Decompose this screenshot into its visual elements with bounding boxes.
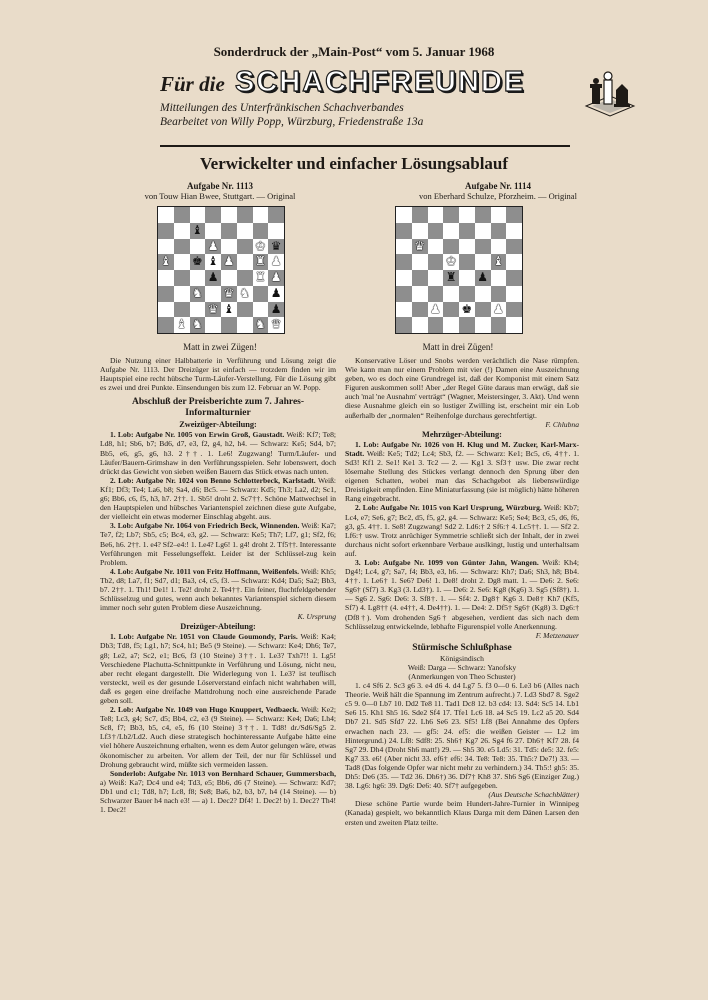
white-piece-icon: ♞ [239, 285, 250, 300]
white-piece-icon: ♞ [254, 317, 266, 332]
signature-chlubna: F. Chlubna [545, 419, 579, 429]
board-square [506, 254, 522, 270]
board-square [443, 286, 459, 302]
black-piece-icon: ♟ [270, 285, 282, 300]
board-square [205, 270, 221, 286]
board-square [205, 239, 221, 255]
black-piece-icon: ♝ [223, 301, 235, 316]
board-square [158, 239, 174, 255]
board-square [174, 254, 190, 270]
board-square [428, 286, 444, 302]
problem-1-byline: von Touw Hian Bwee, Stuttgart. — Original [144, 191, 296, 201]
entry-1-head: 1. Lob: Aufgabe Nr. 1005 von Erwin Groß, Gaustadt. [110, 430, 285, 440]
more-entry-1-head: 1. Lob: Aufgabe Nr. 1026 von H. Klug und M. Zucker, Karl-Marx-Stadt. [345, 439, 579, 458]
board-square [158, 286, 174, 302]
white-piece-icon: ♟ [270, 254, 282, 269]
problem-2-byline: von Eberhard Schulze, Pforzheim. — Original [419, 191, 577, 201]
white-piece-icon: ♟ [429, 301, 441, 316]
signature-metzenauer: F. Metzenauer [535, 630, 579, 640]
board-square [221, 317, 237, 333]
game-moves: 1. c4 Sf6 2. Sc3 g6 3. e4 d6 4. d4 Lg7 5. f3 0—0 6. Le3 b6 (Alles nach Theorie. Weiß hält die Spannung im Zentrum aufrecht.) 7. Ld3 Sbd7 8. Sge2 c5 9. 0—0 Lb7 10. Dd2 Te8 11. Tad1 Dc8 12. b3 cd4: 13. Sd4: Sc5 14. Lb1 Se6 15. Kh1 Sh5 16. Sde2 Sf4 17. Tfe1 Lc6 18. a4 Sc5 19. Lc2 a5 20. Sd4 Db7 21. Sd5 Sfd7 22. Lh6 Se6 23. Sf5! Lf8 (Bei Annahme des Opfers erwachen nach 23. — gf5: 24. ef5: die weißen Geister — L2 im Hintergrund.) 24. Lf8: Sdf8: 25. Sh6† Kg7 26. Sg4 f6 27. Dh6† Kf7 28. f4 Sg7 29. Dh4 (Droht Sh6 matt!) 29. — Sh5 30. e5 Ld5: 31. Td5: de5: 32. fe5: Kg7 33. e6! (Aber nicht 33. ef6† ef6: 34. Te8: Te8: 35. Th5:? De7!) 33. — Tad8 (Das folgende Opfer war nicht mehr zu verhindern.) 34. Th5:! gh5: 35. Dh5: De6 (35. — Td2 36. Dh6†) 36. Df7† Kh8 37. Sh6 Sg6 (Einziger Zug.) 38. Lg6: hg6: 39. Dg6: De6: 40. Sf7† aufgegeben. [345, 681, 579, 791]
board-square [396, 254, 412, 270]
entry-3-head: 3. Lob: Aufgabe Nr. 1064 von Friedrich Beck, Winnenden. [110, 521, 300, 531]
board-square [174, 286, 190, 302]
board-square [396, 223, 412, 239]
board-square [174, 317, 190, 333]
board-square [396, 207, 412, 223]
board-square [491, 207, 507, 223]
board-square [221, 302, 237, 318]
entry-2-head: 2. Lob: Aufgabe Nr. 1024 von Benno Schlotterbeck, Karlstadt. [110, 475, 316, 485]
board-square [506, 302, 522, 318]
board-square [190, 239, 206, 255]
white-piece-icon: ♝ [492, 254, 504, 269]
page-headline: Verwickelter und einfacher Lösungsablauf [199, 154, 509, 173]
board-square [459, 239, 475, 255]
white-piece-icon: ♛ [270, 317, 282, 332]
board-square [221, 207, 237, 223]
board-square [253, 223, 269, 239]
board-square [412, 239, 428, 255]
board-square [205, 254, 221, 270]
board-square [491, 239, 507, 255]
more-entry-2-body: Weiß: Kb7; Lc4, e7; Se6, g7; Bc2, d5, f5, g2, g4. — Schwarz: Ke5; Se4; Bc3, c5, d6, f6, g3, g5. 4††. 1. Se8! Zugzwang! Sd2 2. Ld6:† 2 Sf6:† 4. Lc5††. 1. — Sf2 2. Lf6:† usw. Trotz anrüchiger Symmetrie schließt sich der Inhalt, der in zwei durchaus nicht sofort erkennbare Verbaue auslkingt, lustig und unterhaltsam auf. [345, 503, 579, 558]
masthead-editor: Bearbeitet von Willy Popp, Würzburg, Friedenstraße 13a [160, 116, 424, 128]
board-square [506, 223, 522, 239]
board-square [190, 254, 206, 270]
board-square [506, 207, 522, 223]
board-square [190, 317, 206, 333]
board-square [174, 207, 190, 223]
game-opening: Königsindisch [440, 653, 484, 663]
board-square [443, 270, 459, 286]
board-square [190, 207, 206, 223]
black-piece-icon: ♝ [191, 222, 203, 237]
board-square [396, 286, 412, 302]
board-square [158, 207, 174, 223]
board-square [221, 254, 237, 270]
board-square [268, 270, 284, 286]
board-square [174, 223, 190, 239]
board-square [459, 317, 475, 333]
more-entry-2-head: 2. Lob: Aufgabe Nr. 1015 von Karl Ursprung, Würzburg. [355, 503, 542, 513]
entry-4-head: 4. Lob: Aufgabe Nr. 1011 von Fritz Hoffmann, Weißenfels. [110, 566, 300, 576]
board-square [268, 223, 284, 239]
board-square [237, 317, 253, 333]
board-square [475, 286, 491, 302]
board-square [158, 223, 174, 239]
board-square [237, 254, 253, 270]
board-square [443, 239, 459, 255]
special-entry-body: a) Weiß: Ka7; Dc4 und e4; Td3, e5; Bb6, d6 (7 Steine). — Schwarz: Kd7; Db1 und c1; Td8, h7; Lc8, f8; Se8; Ba6, b2, b3, b7, h4 (14 Steine). — b) Schwarzer Bauer h4 nach e3! — a) 1. Dec2? Df4! 1. Dec2! b) 1. Dec2? Th4! 1. Dec2! [100, 777, 336, 815]
board-square [221, 286, 237, 302]
board-square [174, 270, 190, 286]
board-square [412, 270, 428, 286]
moremover-title: Mehrzüger-Abteilung: [422, 429, 502, 439]
black-piece-icon: ♟ [477, 270, 488, 284]
problem-1-title: Aufgabe Nr. 1113 [187, 181, 253, 191]
white-piece-icon: ♟ [207, 238, 219, 253]
board-square [237, 286, 253, 302]
board-square [237, 302, 253, 318]
masthead-title: SCHACHFREUNDE [235, 66, 526, 98]
game-annotator: (Anmerkungen von Theo Schuster) [408, 672, 516, 681]
board-square [412, 302, 428, 318]
board-square [237, 270, 253, 286]
black-piece-icon: ♚ [191, 254, 203, 269]
more-entry-3-head: 3. Lob: Aufgabe Nr. 1099 von Günter Jahn, Wangen. [355, 557, 539, 567]
section-title: Abschluß der Preisberichte zum 7. Jahres-Informalturnier [131, 397, 305, 419]
board-square [253, 286, 269, 302]
board-square [428, 254, 444, 270]
board-square [491, 317, 507, 333]
board-square [475, 302, 491, 318]
board-square [475, 317, 491, 333]
board-square [253, 254, 269, 270]
board-square [205, 317, 221, 333]
board-square [158, 270, 174, 286]
white-piece-icon: ♜ [254, 254, 266, 269]
three-entry-2-head: 2. Lob: Aufgabe Nr. 1049 von Hugo Knuppert, Vedbaeck. [110, 705, 299, 715]
board-square [253, 317, 269, 333]
board-square [459, 223, 475, 239]
board-square [491, 223, 507, 239]
black-piece-icon: ♟ [270, 301, 282, 316]
white-piece-icon: ♝ [160, 254, 172, 269]
signature-ursprung: K. Ursprung [297, 612, 336, 622]
board-square [412, 286, 428, 302]
special-entry-head: Sonderlob: Aufgabe Nr. 1013 von Bernhard Schauer, Gummersbach, [110, 768, 336, 778]
board-square [506, 239, 522, 255]
white-piece-icon: ♛ [223, 285, 235, 300]
black-piece-icon: ♛ [270, 238, 282, 253]
problem-1-header [60, 181, 380, 201]
board-square [158, 317, 174, 333]
problem-2-caption: Matt in drei Zügen! [422, 342, 494, 352]
board-square [174, 239, 190, 255]
board-square [205, 302, 221, 318]
board-square [412, 254, 428, 270]
board-square [268, 317, 284, 333]
board-square [396, 302, 412, 318]
board-square [253, 270, 269, 286]
board-square [506, 317, 522, 333]
board-square [428, 317, 444, 333]
board-square [428, 207, 444, 223]
board-square [396, 317, 412, 333]
black-piece-icon: ♜ [445, 270, 457, 284]
white-piece-icon: ♞ [191, 317, 203, 332]
board-square [491, 286, 507, 302]
board-square [190, 286, 206, 302]
white-piece-icon: ♟ [492, 301, 504, 316]
board-square [268, 254, 284, 270]
board-square [190, 223, 206, 239]
right-intro: Konservative Löser und Snobs werden verächtlich die Nase rümpfen. Wie kann man nur einem Problem mit vier (!) Damen eine Auszeichnung geben, wo es doch eine Grundregel ist, daß der Komponist mit einem Satz Figuren auskommen soll! Aber „der Regel Güte daraus man erwägt, daß sie auch 'mal 'ne Ausnahm' verträgt“ (Wagner, Meistersinger, 3. Akt). Und wenn diese Ausnahme gleich ein so lustiger Zwilling ist, erscheint mir ein Lob außerhalb der „normalen“ Reihenfolge durchaus gerechtfertigt. [345, 356, 579, 420]
board-square [268, 239, 284, 255]
more-entry-1-body: Weiß: Ke5; Td2; Lc4; Sb3, f2. — Schwarz: Ke1; Bc5, c6, 4††. 1. Sd3! Kf1 2. Se1! Ke1 3. Tc2 — 2. — Kg1 3. Sf3† usw. Die zwar recht lösernahe Stellung des Stückes verlangt dennoch den Sprung über den eigenen Schatten, wobei man das Schachgebot als liebenswürdige Dreistigkeit empfinden. Eine Miniaturfassung (sie ist möglich) hätte höheren Rang eingebracht. [345, 448, 579, 504]
board-square [443, 317, 459, 333]
board-square [174, 302, 190, 318]
right-column [345, 356, 579, 827]
white-piece-icon: ♟ [270, 270, 282, 284]
board-square [221, 270, 237, 286]
game-source: (Aus Deutsche Schachblätter) [488, 790, 579, 800]
left-column [100, 356, 336, 814]
board-square [237, 239, 253, 255]
black-piece-icon: ♟ [207, 270, 219, 284]
board-square [268, 302, 284, 318]
black-piece-icon: ♚ [461, 301, 473, 316]
board-square [205, 223, 221, 239]
chess-board-2-grid [395, 206, 523, 334]
white-piece-icon: ♚ [254, 238, 266, 253]
masthead-subtitle: Mitteilungen des Unterfränkischen Schachverbandes [160, 102, 404, 114]
board-square [158, 254, 174, 270]
board-square [475, 270, 491, 286]
board-square [475, 207, 491, 223]
board-square [221, 239, 237, 255]
board-square [459, 270, 475, 286]
white-piece-icon: ♝ [176, 317, 187, 332]
white-piece-icon: ♛ [207, 301, 219, 316]
board-square [475, 239, 491, 255]
board-square [205, 207, 221, 223]
game-players: Weiß: Darga — Schwarz: Yanofsky [407, 662, 517, 672]
board-square [396, 270, 412, 286]
white-piece-icon: ♞ [191, 285, 203, 300]
reprint-line: Sonderdruck der „Main-Post“ vom 5. Januar 1968 [213, 44, 495, 59]
board-square [268, 207, 284, 223]
masthead-fuer-die: Für die [160, 72, 225, 96]
board-square [412, 317, 428, 333]
board-square [428, 302, 444, 318]
board-square [459, 286, 475, 302]
entry-4-body: Weiß: Kh5; Tb2, d8; La7, f1; Sd7, d1; Ba3, c4, c5, f3. — Schwarz: Kd4; Da5; Sa2; Bb3, b7. 2††. 1. Th1! De1! 1. Te2! droht 2. Te4††. Ein feiner, fluchtfeldgebender Schlüsselzug und gutes, wenn auch bekanntes Variantenspiel sichern diesem immer noch sehr guten Problem diese Auszeichnung. [100, 566, 336, 613]
board-square [506, 270, 522, 286]
problem-2-title: Aufgabe Nr. 1114 [465, 181, 531, 191]
white-piece-icon: ♟ [223, 254, 235, 269]
entry-3-body: Weiß: Ka7; Te7, f2; Lb7; Sb5, c5; Bc4, e3, g2. — Schwarz: Ke5; Th7; Lf7, g1; Sf2, f6; Be6, h6. 2††. 1. e4? Sf2–e4:! 1. Le4? Lg6! 1. g4! droht 2. Tf5††. Interessante Verführungen mit Fesselungseffekt. Leider ist der Schlüssel-zug kein Problem. [100, 521, 337, 567]
board-square [459, 302, 475, 318]
board-square [443, 207, 459, 223]
entry-1-body: Weiß: Kf7; Te8; Ld8, h1; Sb6, b7; Bd6, d7, e3, f2, g4, h2, h4. — Schwarz: Ke5; Sd4, b7; Bb5, e6, g5, g6, h3. 2††. 1. Le6! Zugzwang! Turm/Läufer- und Läufer/Bauern-Grimshaw in den Verführungsspielen. Sehr lobenswert, doch drückt das Gewicht von sieben weißen Bauern das Stück etwas nach unten. [100, 430, 336, 476]
board-square [491, 270, 507, 286]
more-entry-3-body: Weiß: Kh4; Dg4!; Lc4, g7; Sa7, f4; Bb3, e3, h6. — Schwarz: Kh7; Da6; Sh3, h8; Bb4. 4††. 1. Le6† 1. Se6? De6! 1. De8! droht 2. Dg8 matt. 1. — De6: 2. Se6: Sg6† (Sf7) 3. Kg3 (3. Ld3†). 1. — De6: 2. Se6: Kg8 (Kg6) 3. Sg5 (Sf8†). 1. — Sg6 2. Sg6: De6: 3. Sf8†. 1. — Sf4: 2. Dg8† Kg6 3. De8† Kh7 (Kf5, Sf7) 4. Lg8†† (4. e4††, 4. De4††). 1. — De4: 2. Df5† Sg6† (Kg8) 3. Dg6:† (Df8†). Vom drohenden Sg6† abgesehen, verdient das sich nach dem Schlüsselzug entwickelnde, lebhafte Figurenspiel volle Anerkennung. [345, 557, 579, 631]
left-intro: Die Nutzung einer Halbbatterie in Verführung und Lösung zeigt die Aufgabe Nr. 1113. Der Dreizüger ist einfach — trotzdem finden wir im Hauptspiel eine recht hübsche Turm-Läufer-Verstellung. Für die Lösung gibt es zwei und drei Punkte. Einsendungen bis zum 12. Februar an W. Popp. [100, 356, 336, 393]
chess-board-1-grid [157, 206, 285, 334]
board-square [412, 207, 428, 223]
twomover-title: Zweizüger-Abteilung: [179, 420, 257, 430]
board-square [459, 254, 475, 270]
board-square [268, 286, 284, 302]
masthead [160, 66, 580, 126]
three-entry-1-head: 1. Lob: Aufgabe Nr. 1051 von Claude Goumondy, Paris. [110, 632, 298, 642]
board-square [221, 223, 237, 239]
board-square [428, 223, 444, 239]
board-square [237, 223, 253, 239]
board-square [491, 302, 507, 318]
entry-2-body: Weiß: Kf1; Df3; Te4; La6, b8; Sa4, d6; Bc5. — Schwarz: Kd5; Th3; La2, d2; Sc1, g6; Bb6, c6, f5, h3, h7. 2††. 1. Sb5! droht 2. Sc7††. Schöne Mattwechsel in den Hauptspielen und hübsches Variantenspiel zeichnen diese gute Aufgabe, der vielleicht ein etwas moderner Einschlag abgeht. aus. [100, 475, 336, 522]
board-square [412, 223, 428, 239]
white-piece-icon: ♜ [254, 270, 266, 284]
board-square [475, 254, 491, 270]
board-square [253, 207, 269, 223]
chess-board-1 [157, 206, 285, 334]
chess-board-2 [395, 206, 523, 334]
closing-paragraph: Diese schöne Partie wurde beim Hundert-Jahre-Turnier in Winnipeg (Kanada) gespielt, wo bekanntlich Klaus Darga mit dem Dänen Larsen den ersten und zweiten Platz teilte. [345, 799, 579, 827]
board-square [396, 239, 412, 255]
board-square [506, 286, 522, 302]
board-square [253, 239, 269, 255]
three-entry-1-body: Weiß: Ka4; Db3; Td8, f5; Lg1, h7; Sc4, h1; Be5 (9 Steine). — Schwarz: Ke4; Dh6; Te7, g8; Le2, a7; Sc2, e1; Bc6, f3 (10 Steine) 3††. 1. Le3? Txh7!! 1. Lg5! Verschiedene Plachutta-Schnittpunkte in Verführung und Lösung, nicht neu, aber recht elegant dargestellt. Die Widerlegung von 1. Le3? ist teuflisch versteckt, weil es der gesunde Löserverstand einfach nicht wahrhaben will, daß es gegen eine dreifache Mattdrohung noch eine ausreichende Parade geben soll. [100, 632, 337, 705]
three-entry-2-body: Weiß: Ke2; Te8; Lc3, g4; Sc7, d5; Bb4, c2, e3 (9 Steine). — Schwarz: Ke4; Da6; Lh4; Sc8, f7; Bb3, b5, c4, e5, f6 (10 Steine) 3††. 1. Td8! dr./Sd6/Sg5 2. Lf3†/Lb2/Ld2. Auch diese strategisch hochinteressante Aufgabe hätte eine viel höhere Auszeichnung erhalten, wenn es dem Autor gelungen wäre, etwas ökonomischer zu arbeiten. Vor allem der Teil, der nur für Schlüssel und Drohung gebraucht wird, müßte sich vermeiden lassen. [100, 705, 336, 769]
problem-1-caption: Matt in zwei Zügen! [183, 342, 257, 352]
board-square [190, 302, 206, 318]
problem-2-header [338, 181, 658, 201]
white-piece-icon: ♛ [414, 238, 425, 253]
board-square [428, 270, 444, 286]
white-piece-icon: ♚ [445, 254, 457, 269]
chess-pieces-icon [582, 66, 636, 127]
board-square [443, 223, 459, 239]
board-square [428, 239, 444, 255]
board-square [253, 302, 269, 318]
black-piece-icon: ♝ [207, 254, 219, 269]
board-square [237, 207, 253, 223]
board-square [475, 223, 491, 239]
threemover-title: Dreizüger-Abteilung: [180, 622, 256, 632]
board-square [491, 254, 507, 270]
masthead-rule [160, 145, 570, 147]
board-square [459, 207, 475, 223]
board-square [190, 270, 206, 286]
game-title: Stürmische Schlußphase [412, 642, 512, 653]
board-square [158, 302, 174, 318]
board-square [205, 286, 221, 302]
board-square [443, 254, 459, 270]
board-square [443, 302, 459, 318]
